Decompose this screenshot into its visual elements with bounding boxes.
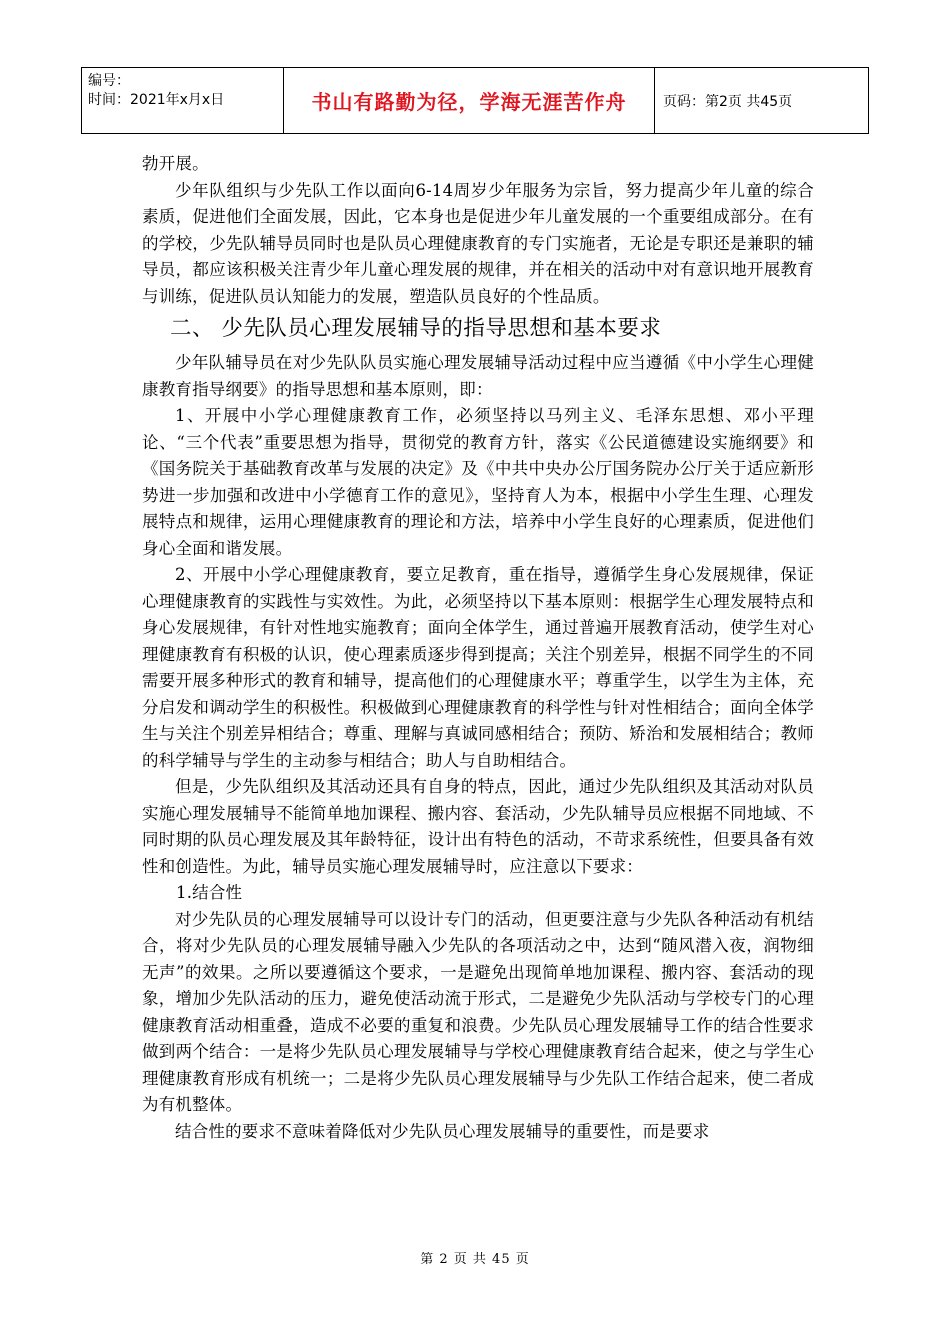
page-info: 页码：第2页 共45页 <box>663 93 793 110</box>
motto: 书山有路勤为径，学海无涯苦作舟 <box>311 90 627 114</box>
paragraph: 少年队组织与少先队工作以面向6-14周岁少年服务为宗旨，努力提高少年儿童的综合素质，促进他们全面发展，因此，它本身也是促进少年儿童发展的一个重要组成部分。在有的学校，少先队辅导员同时也是队员心理健康教育的专门实施者，无论是专职还是兼职的辅导员，都应该积极关注青少年儿童心理发展的规律，并在相关的活动中对有意识地开展教育与训练，促进队员认知能力的发展，塑造队员良好的个性品质。 <box>142 180 814 306</box>
section-heading: 二、 少先队员心理发展辅导的指导思想和基本要求 <box>170 316 662 341</box>
header-page-info <box>655 68 868 133</box>
paragraph: 结合性的要求不意味着降低对少先队员心理发展辅导的重要性，而是要求 <box>175 1121 710 1141</box>
date-label: 时间：2021年x月x日 <box>88 92 225 108</box>
subheading: 1.结合性 <box>176 883 243 902</box>
paragraph: 勃开展。 <box>142 154 209 173</box>
header-motto-cell <box>284 68 655 133</box>
paragraph: 但是，少先队组织及其活动还具有自身的特点，因此，通过少先队组织及其活动对队员实施心理发展辅导不能简单地加课程、搬内容、套活动，少先队辅导员应根据不同地域、不同时期的队员心理发展及其年龄特征，设计出有特色的活动，不苛求系统性，但要具备有效性和创造性。为此，辅导员实施心理发展辅导时，应注意以下要求： <box>142 777 814 876</box>
paragraph: 少年队辅导员在对少先队队员实施心理发展辅导活动过程中应当遵循《中小学生心理健康教育指导纲要》的指导思想和基本原则，即： <box>142 353 814 399</box>
page-header <box>81 67 869 134</box>
page-footer: 第 2 页 共 45 页 <box>420 1252 530 1267</box>
number-label: 编号： <box>88 73 130 89</box>
document-body <box>142 151 814 1145</box>
paragraph: 1、开展中小学心理健康教育工作，必须坚持以马列主义、毛泽东思想、邓小平理论、“三个代表”重要思想为指导，贯彻党的教育方针，落实《公民道德建设实施纲要》和《国务院关于基础教育改革与发展的决定》及《中共中央办公厅国务院办公厅关于适应新形势进一步加强和改进中小学德育工作的意见》，坚持育人为本，根据中小学生生理、心理发展特点和规律，运用心理健康教育的理论和方法，培养中小学生良好的心理素质，促进他们身心全面和谐发展。 <box>142 406 814 558</box>
header-meta <box>82 68 284 133</box>
paragraph: 对少先队员的心理发展辅导可以设计专门的活动，但更要注意与少先队各种活动有机结合，将对少先队员的心理发展辅导融入少先队的各项活动之中，达到“随风潜入夜，润物细无声”的效果。之所以要遵循这个要求，一是避免出现简单地加课程、搬内容、套活动的现象，增加少先队活动的压力，避免使活动流于形式，二是避免少先队活动与学校专门的心理健康教育活动相重叠，造成不必要的重复和浪费。少先队员心理发展辅导工作的结合性要求做到两个结合：一是将少先队员心理发展辅导与学校心理健康教育结合起来，使之与学生心理健康教育形成有机统一；二是将少先队员心理发展辅导与少先队工作结合起来，使二者成为有机整体。 <box>142 909 814 1114</box>
paragraph: 2、开展中小学心理健康教育，要立足教育，重在指导，遵循学生身心发展规律，保证心理健康教育的实践性与实效性。为此，必须坚持以下基本原则：根据学生心理发展特点和身心发展规律，有针对性地实施教育；面向全体学生，通过普遍开展教育活动，使学生对心理健康教育有积极的认识，使心理素质逐步得到提高；关注个别差异，根据不同学生的不同需要开展多种形式的教育和辅导，提高他们的心理健康水平；尊重学生，以学生为主体，充分启发和调动学生的积极性。积极做到心理健康教育的科学性与针对性相结合；面向全体学生与关注个别差异相结合；尊重、理解与真诚同感相结合；预防、矫治和发展相结合；教师的科学辅导与学生的主动参与相结合；助人与自助相结合。 <box>142 565 814 770</box>
